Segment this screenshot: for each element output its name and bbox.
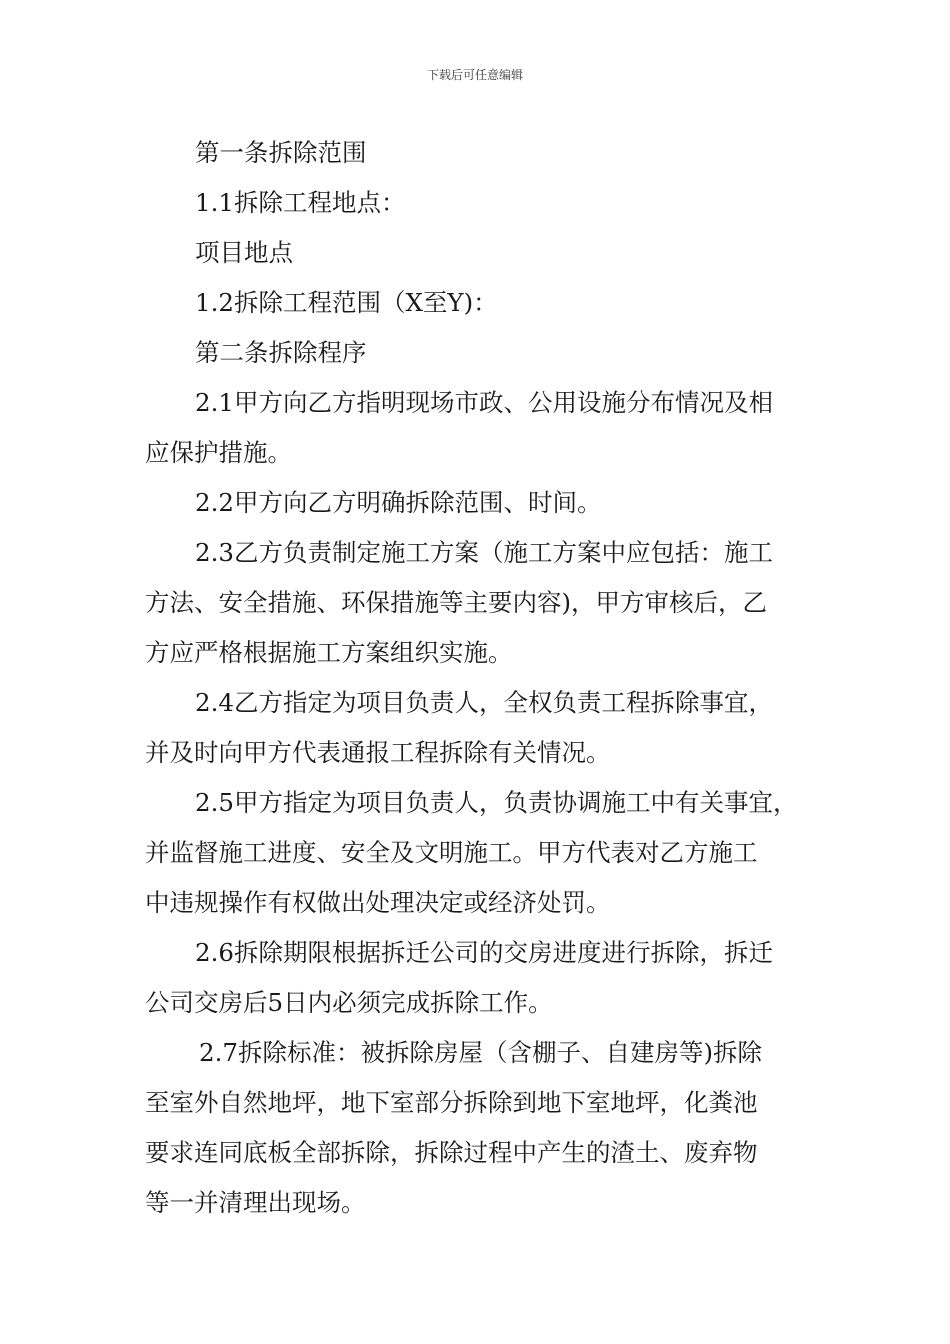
clause-1-2: 1.2拆除工程范围（X至Y)： [195,288,498,317]
page-header: 下载后可任意编辑 [426,68,523,82]
clause-2-1-cont: 应保护措施。 [145,438,292,467]
clause-2-7-cont-1: 至室外自然地坪，地下室部分拆除到地下室地坪，化粪池 [145,1088,758,1117]
clause-2-2: 2.2甲方向乙方明确拆除范围、时间。 [195,488,602,517]
clause-2-7-cont-2: 要求连同底板全部拆除，拆除过程中产生的渣土、废弃物 [145,1138,758,1167]
clause-2-3: 2.3乙方负责制定施工方案（施工方案中应包括：施工 [195,538,773,567]
clause-2-3-cont-1: 方法、安全措施、环保措施等主要内容)，甲方审核后，乙 [145,588,768,617]
clause-2-7: 2.7拆除标准：被拆除房屋（含棚子、自建房等)拆除 [199,1038,763,1067]
clause-2-5-cont-1: 并监督施工进度、安全及文明施工。甲方代表对乙方施工 [145,838,758,867]
clause-2-4: 2.4乙方指定为项目负责人，全权负责工程拆除事宜， [195,688,773,717]
clause-2-5-cont-2: 中违规操作有权做出处理决定或经济处罚。 [145,888,611,917]
clause-2-6: 2.6拆除期限根据拆迁公司的交房进度进行拆除，拆迁 [195,938,773,967]
clause-2-1: 2.1甲方向乙方指明现场市政、公用设施分布情况及相 [195,388,773,417]
article-2-heading: 第二条拆除程序 [195,338,367,367]
clause-2-7-cont-3: 等一并清理出现场。 [145,1188,366,1217]
clause-2-4-cont: 并及时向甲方代表通报工程拆除有关情况。 [145,738,611,767]
clause-2-6-cont: 公司交房后5日内必须完成拆除工作。 [145,988,553,1017]
clause-1-1: 1.1拆除工程地点： [195,188,406,217]
clause-2-3-cont-2: 方应严格根据施工方案组织实施。 [145,638,513,667]
document-body [145,128,815,1228]
article-1-heading: 第一条拆除范围 [195,138,367,167]
project-location: 项目地点 [195,238,293,267]
clause-2-5: 2.5甲方指定为项目负责人，负责协调施工中有关事宜， [195,788,798,817]
